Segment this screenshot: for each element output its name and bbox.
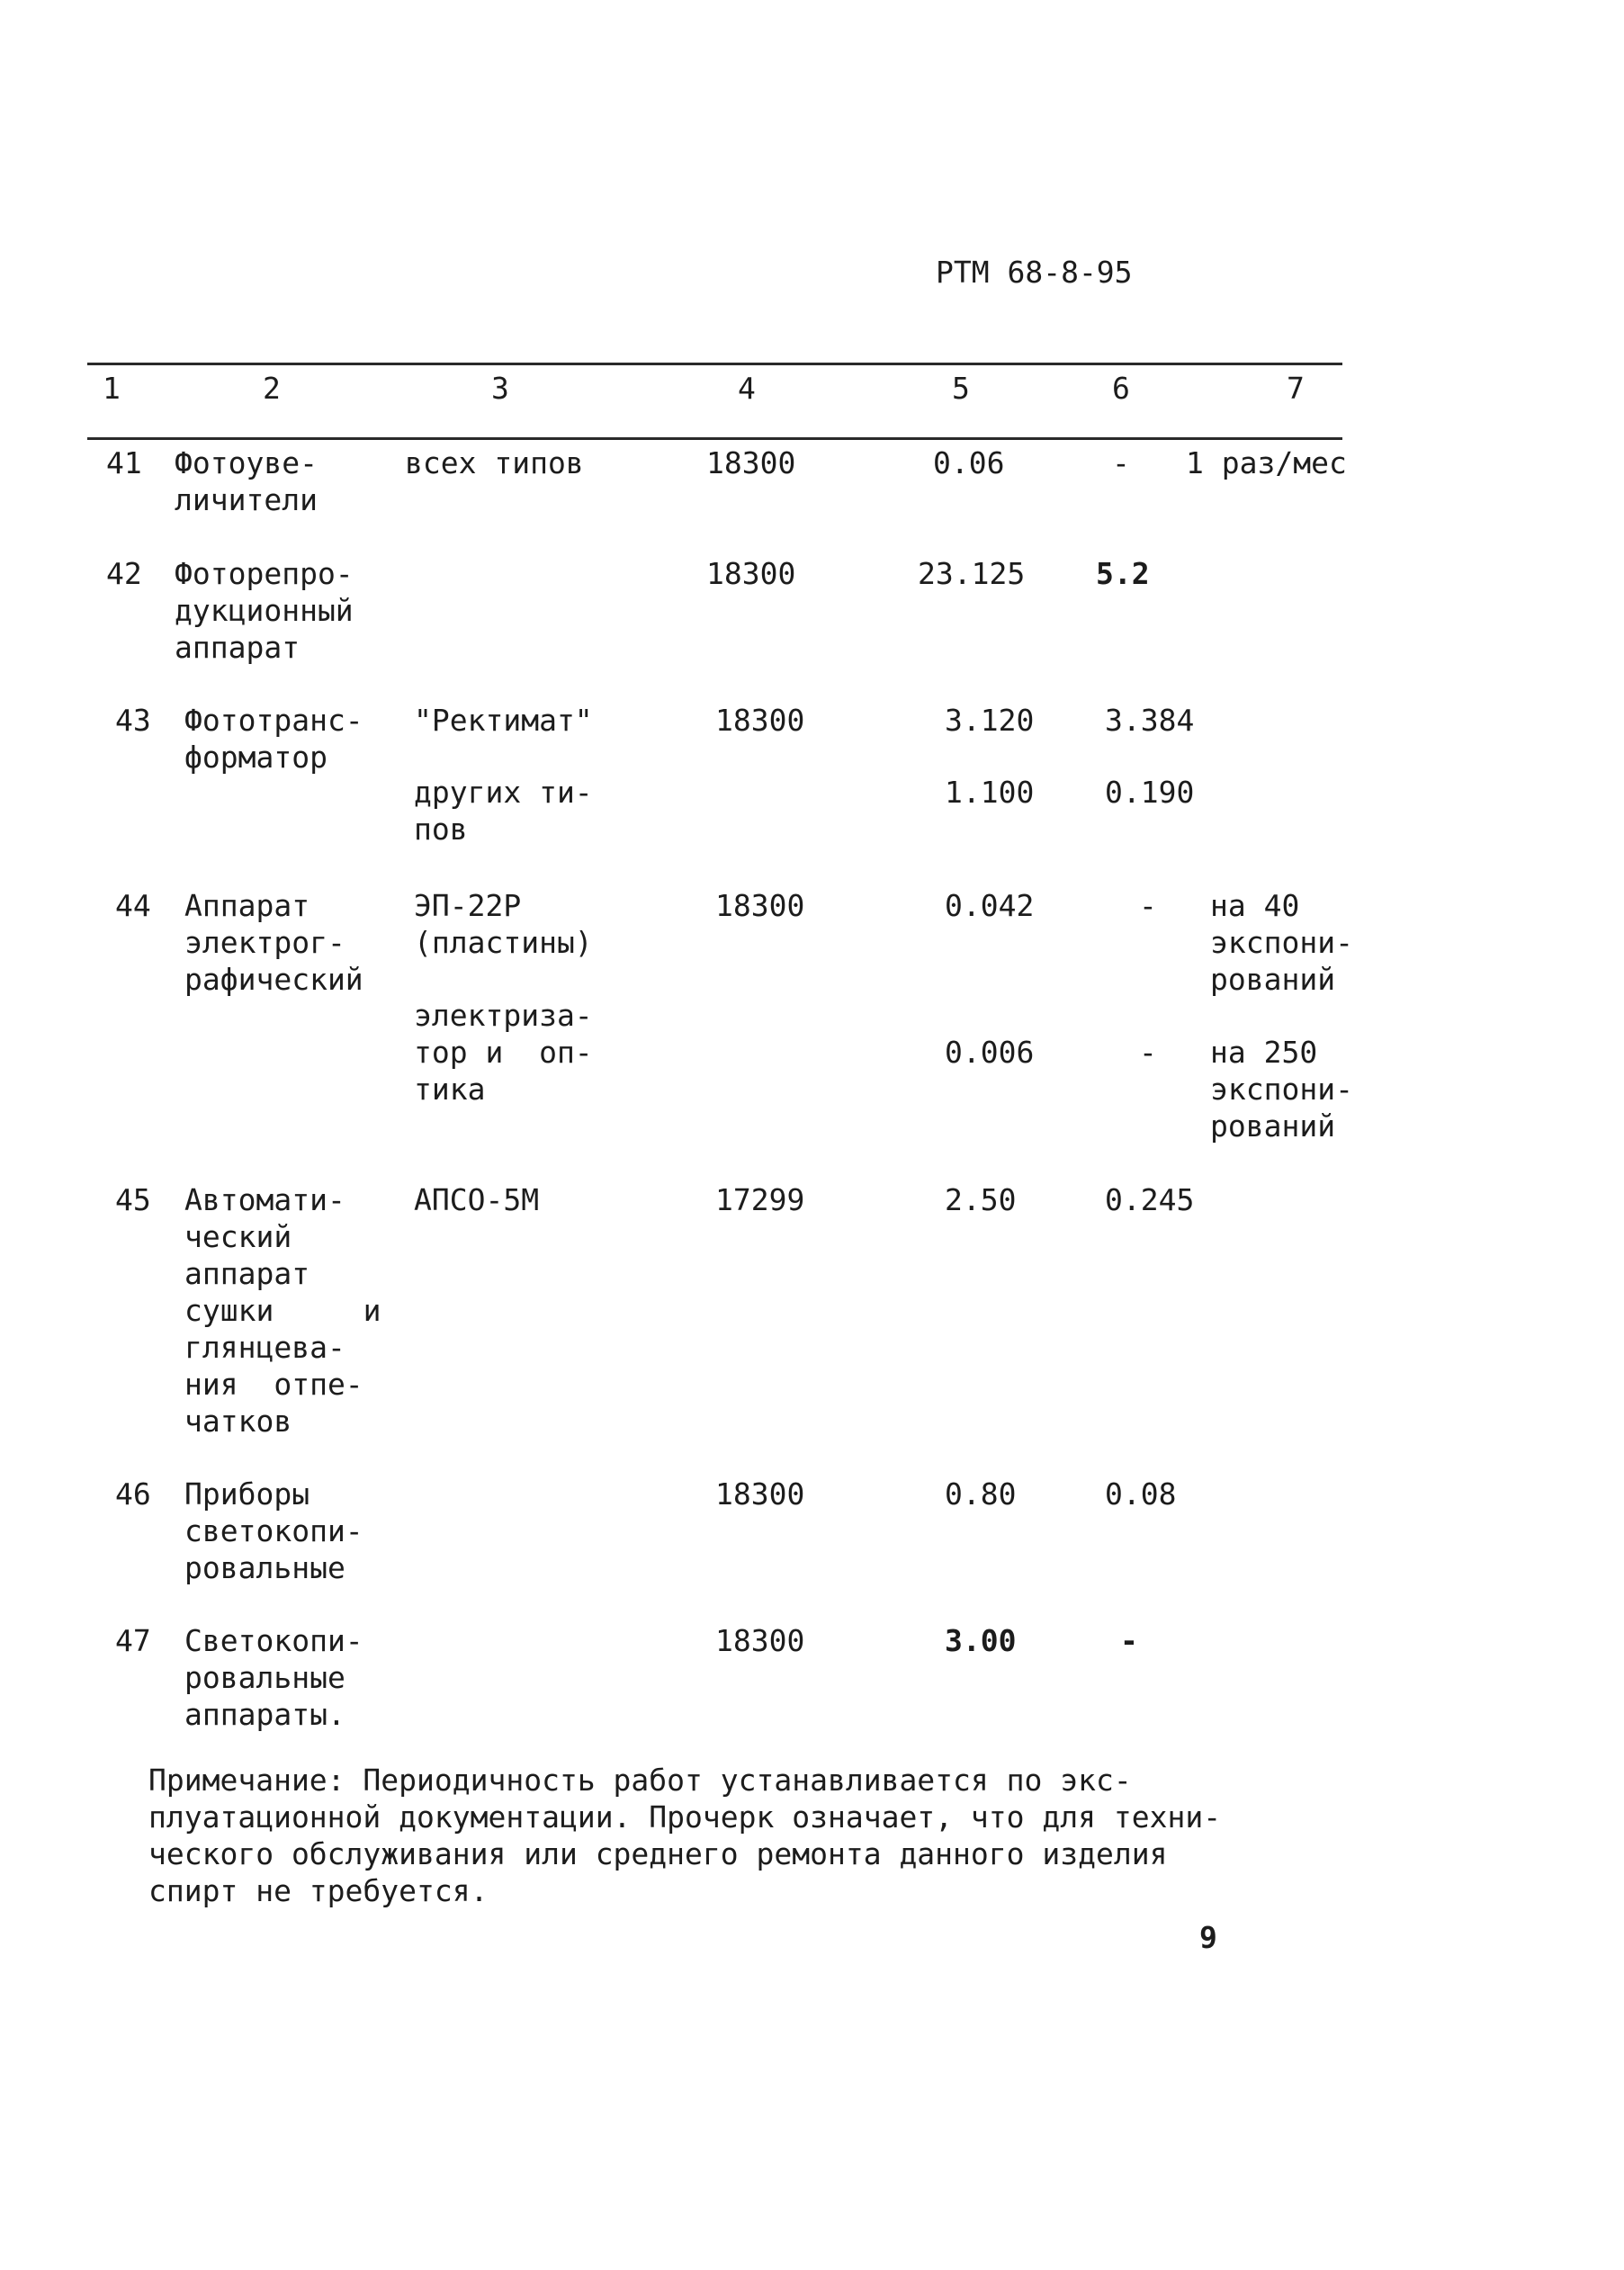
- value-col6: 3.384: [1105, 703, 1195, 738]
- subtype-value-col6: -: [1139, 1035, 1157, 1070]
- item-name: Приборы светокопи- ровальные: [184, 1476, 363, 1585]
- item-code: 18300: [706, 445, 796, 480]
- row-number: 44: [115, 888, 151, 923]
- item-code: 17299: [715, 1182, 805, 1217]
- column-header-6: 6: [1112, 371, 1130, 406]
- table-header-rule: [87, 437, 1342, 440]
- value-col5: 0.06: [933, 445, 1005, 480]
- item-code: 18300: [715, 888, 805, 923]
- item-subtype: электриза- тор и оп- тика: [414, 998, 593, 1107]
- item-type: ЭП-22Р (пластины): [414, 888, 593, 960]
- item-code: 18300: [715, 1476, 805, 1512]
- row-number: 45: [115, 1182, 151, 1217]
- item-type: всех типов: [405, 445, 584, 480]
- item-name: Автомати- ческий аппарат сушки и глянцева- ния отпе- чатков: [184, 1182, 381, 1439]
- value-col6: 0.08: [1105, 1476, 1177, 1512]
- subtype-value-col6: 0.190: [1105, 775, 1195, 810]
- item-name: Фотоуве- личители: [175, 445, 318, 517]
- subtype-value-col5: 1.100: [945, 775, 1035, 810]
- item-type: АПСО-5М: [414, 1182, 540, 1217]
- column-header-3: 3: [491, 371, 509, 406]
- item-name: Аппарат электрог- рафический: [184, 888, 363, 997]
- periodicity-note: на 40 экспони- рований: [1210, 888, 1353, 997]
- row-number: 46: [115, 1476, 151, 1512]
- column-header-2: 2: [263, 371, 281, 406]
- periodicity-note: 1 раз/мес: [1186, 445, 1347, 480]
- value-col6: 0.245: [1105, 1182, 1195, 1217]
- value-col5: 2.50: [945, 1182, 1017, 1217]
- item-type: "Ректимат": [414, 703, 593, 738]
- document-code: РТМ 68-8-95: [936, 255, 1133, 290]
- value-col5: 0.042: [945, 888, 1035, 923]
- item-name: Фоторепро- дукционный аппарат: [175, 556, 354, 665]
- row-number: 43: [115, 703, 151, 738]
- item-name: Фототранс- форматор: [184, 703, 363, 775]
- item-name: Светокопи- ровальные аппараты.: [184, 1623, 363, 1732]
- subtype-value-col5: 0.006: [945, 1035, 1035, 1070]
- column-header-7: 7: [1287, 371, 1305, 406]
- value-col6: -: [1139, 888, 1157, 923]
- footnote: Примечание: Периодичность работ устанавливается по экс- плуатационной документации. Прочерк означает, что для техни- ческого обслуживания или среднего ремонта данного изделия спирт не требуется.: [148, 1763, 1222, 1908]
- value-col6: 5.2: [1096, 556, 1150, 591]
- value-col5: 23.125: [918, 556, 1026, 591]
- column-header-4: 4: [738, 371, 756, 406]
- value-col6: -: [1112, 445, 1130, 480]
- row-number: 47: [115, 1623, 151, 1658]
- subtype-periodicity-note: на 250 экспони- рований: [1210, 1035, 1353, 1144]
- item-code: 18300: [706, 556, 796, 591]
- column-header-1: 1: [103, 371, 121, 406]
- row-number: 42: [106, 556, 142, 591]
- item-code: 18300: [715, 1623, 805, 1658]
- row-number: 41: [106, 445, 142, 480]
- value-col5: 3.00: [945, 1623, 1017, 1658]
- value-col6: -: [1120, 1623, 1138, 1658]
- column-header-5: 5: [952, 371, 970, 406]
- value-col5: 0.80: [945, 1476, 1017, 1512]
- value-col5: 3.120: [945, 703, 1035, 738]
- item-code: 18300: [715, 703, 805, 738]
- item-subtype: других ти- пов: [414, 775, 593, 847]
- table-top-rule: [87, 363, 1342, 365]
- page-number: 9: [1199, 1920, 1217, 1955]
